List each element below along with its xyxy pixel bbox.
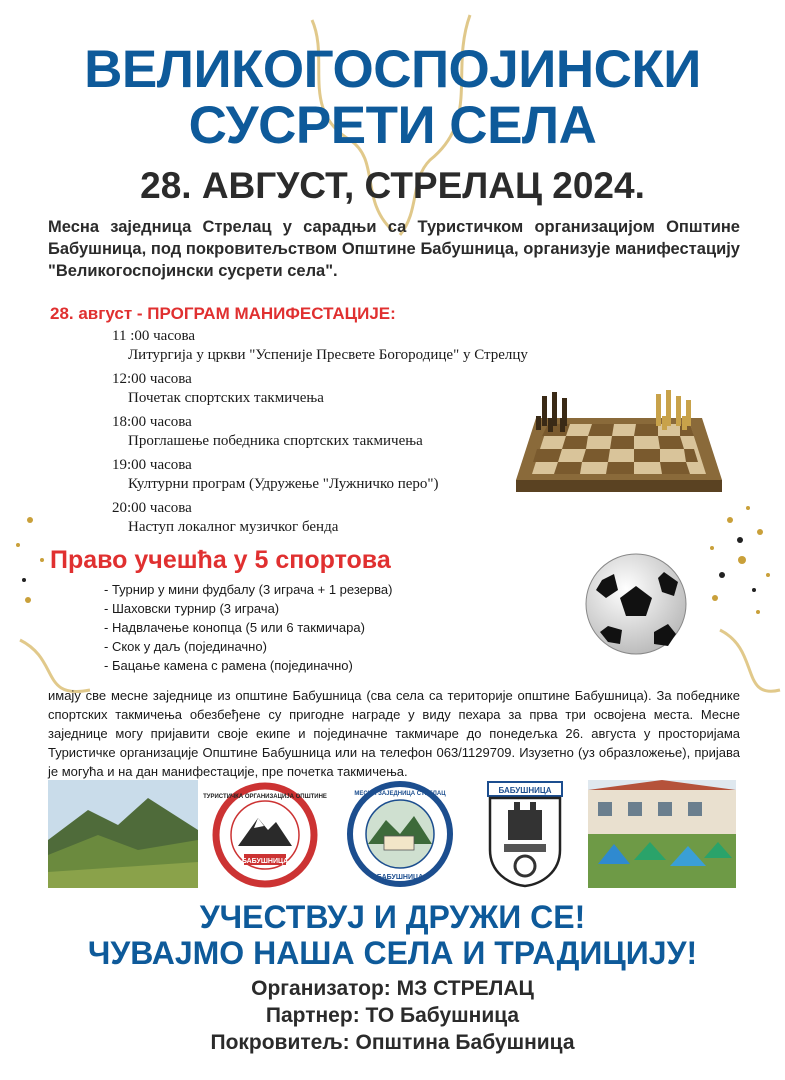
- mz-logo-top-text: МЕСНА ЗАЈЕДНИЦА СТРЕЛАЦ: [354, 791, 446, 797]
- program-time: 20:00 часова: [112, 500, 192, 516]
- program-desc: Литургија у цркви "Успеније Пресвете Богородице" у Стрелцу: [128, 347, 528, 363]
- program-item: [110, 327, 528, 365]
- program-item: [110, 499, 338, 537]
- list-item: - Скок у даљ (појединачно): [104, 639, 267, 654]
- mz-strelac-logo: [348, 780, 452, 888]
- tourist-logo-top-text: ТУРИСТИЧКА ОРГАНИЗАЦИЈА ОПШТИНЕ: [203, 794, 327, 800]
- program-heading: 28. август - ПРОГРАМ МАНИФЕСТАЦИЈЕ:: [50, 304, 396, 323]
- program-time: 18:00 часова: [112, 414, 192, 430]
- tourist-organization-logo: [203, 782, 327, 888]
- tourist-logo-bottom-text: БАБУШНИЦА: [241, 858, 289, 865]
- mountain-photo: [48, 780, 198, 888]
- list-item: - Турнир у мини фудбалу (3 играча + 1 резерва): [104, 582, 393, 597]
- slogan-line-1: УЧЕСТВУЈ И ДРУЖИ СЕ!: [199, 899, 586, 935]
- event-date: 28. АВГУСТ, СТРЕЛАЦ 2024.: [140, 165, 645, 206]
- program-item: [110, 370, 324, 408]
- partner-credit: Партнер: ТО Бабушница: [265, 1004, 520, 1027]
- program-desc: Наступ локалног музичког бенда: [128, 519, 339, 535]
- sponsor-credit: Покровитељ: Општина Бабушница: [210, 1031, 575, 1054]
- organizer-credit: Организатор: МЗ СТРЕЛАЦ: [251, 977, 534, 1000]
- program-item: [110, 456, 439, 494]
- municipality-coat-of-arms: [486, 780, 564, 888]
- camp-photo: [588, 780, 736, 888]
- list-item: - Шаховски турнир (3 играча): [104, 601, 280, 616]
- sports-list: [104, 580, 392, 675]
- program-time: 19:00 часова: [112, 457, 192, 473]
- soccer-ball-image: [584, 552, 688, 656]
- title-line-2: СУСРЕТИ СЕЛА: [188, 96, 597, 155]
- title-line-1: ВЕЛИКОГОСПОЈИНСКИ: [84, 40, 701, 99]
- program-time: 12:00 часова: [112, 371, 192, 387]
- chessboard-image: [506, 388, 732, 496]
- participation-rules: имају све месне заједнице из општине Бабушница (сва села са територије општине Бабушница). За победнике спортских такмичења обезбеђене су пригодне награде у виду пехара за прва три освојена места. Месне заједнице могу пријавити своје екипе и појединачне такмичаре до понедељка 26. августа у просторијама Туристичке организације Општине Бабушница или на телефон 063/1129709. Изузетно (уз образложење), пријава је могућа и на дан манифестације, пре почетка такмичења.: [48, 688, 740, 779]
- mz-logo-bottom-text: БАБУШНИЦА: [376, 874, 424, 881]
- list-item: - Бацање камена с рамена (појединачно): [104, 658, 353, 673]
- program-desc: Проглашење победника спортских такмичења: [128, 433, 423, 449]
- list-item: - Надвлачење конопца (5 или 6 такмичара): [104, 620, 365, 635]
- intro-paragraph: Месна заједница Стрелац у сарадњи са Туристичком организацијом Општине Бабушница, под покровитељством Општине Бабушница, организује манифестацију "Великогоспојински сусрети села".: [48, 218, 740, 280]
- program-desc: Културни програм (Удружење "Лужничко перо"): [128, 476, 439, 492]
- program-time: 11 :00 часова: [112, 328, 196, 344]
- sports-heading: Право учешћа у 5 спортова: [50, 546, 391, 574]
- municipality-logo-text: БАБУШНИЦА: [498, 786, 552, 795]
- program-desc: Почетак спортских такмичења: [128, 390, 324, 406]
- program-item: [110, 413, 423, 451]
- slogan-line-2: ЧУВАЈМО НАША СЕЛА И ТРАДИЦИЈУ!: [87, 935, 698, 971]
